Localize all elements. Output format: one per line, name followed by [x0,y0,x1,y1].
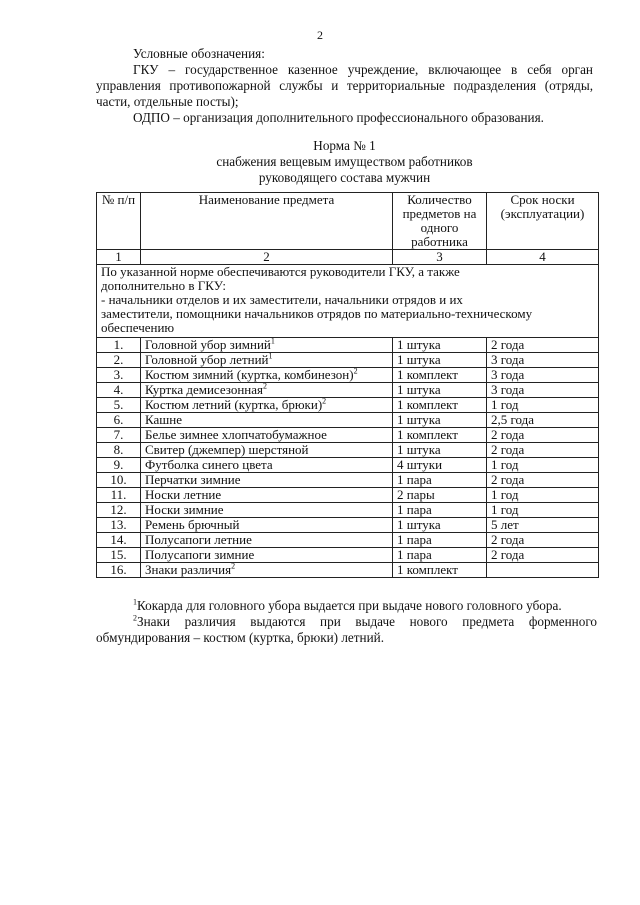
item-quantity: 1 пара [393,473,487,488]
item-wear-term: 3 года [487,353,599,368]
item-wear-term: 3 года [487,368,599,383]
item-wear-term: 2 года [487,533,599,548]
item-name-cell [141,533,393,548]
table-row [97,353,599,368]
item-name-cell [141,473,393,488]
item-name-cell [141,413,393,428]
footnote-text: Кокарда для головного убора выдается при выдаче нового головного убора. [137,598,562,613]
footnote-mark: 2 [133,613,137,623]
item-name-cell [141,338,393,353]
definitions-block [96,46,593,126]
norm-title-line-2: снабжения вещевым имуществом работников [216,154,473,169]
row-number: 8. [97,443,141,458]
item-name-cell [141,398,393,413]
table-note-line: По указанной норме обеспечиваются руководители ГКУ, а также [101,264,460,279]
table-note-line: - начальники отделов и их заместители, начальники отрядов и их [101,292,463,307]
header-item-name: Наименование предмета [141,193,393,250]
definitions-heading: Условные обозначения: [133,46,265,61]
item-wear-term: 1 год [487,503,599,518]
item-name-cell [141,443,393,458]
footnote-ref: 2 [322,396,327,406]
item-quantity: 1 штука [393,383,487,398]
footnote-ref: 1 [268,351,273,361]
item-quantity: 1 комплект [393,368,487,383]
item-wear-term: 2 года [487,473,599,488]
item-quantity: 1 штука [393,518,487,533]
item-quantity: 1 штука [393,443,487,458]
item-name-cell [141,428,393,443]
item-name: Знаки различия [145,562,232,577]
table-row [97,458,599,473]
table-row [97,383,599,398]
item-name-cell [141,458,393,473]
item-name: Костюм зимний (куртка, комбинезон) [145,367,354,382]
item-quantity: 1 пара [393,533,487,548]
table-note-row [97,265,599,338]
table-row [97,428,599,443]
item-wear-term: 2 года [487,338,599,353]
item-name: Куртка демисезонная [145,382,263,397]
norm-title [96,138,593,186]
item-name: Носки летние [145,487,222,502]
item-name: Свитер (джемпер) шерстяной [145,442,309,457]
item-name-cell [141,353,393,368]
table-row [97,488,599,503]
column-number: 3 [393,250,487,265]
table-row [97,338,599,353]
table-row [97,548,599,563]
row-number: 1. [97,338,141,353]
row-number: 10. [97,473,141,488]
table-note-line: дополнительно в ГКУ: [101,278,227,293]
row-number: 4. [97,383,141,398]
item-name: Перчатки зимние [145,472,241,487]
row-number: 14. [97,533,141,548]
item-quantity: 1 комплект [393,428,487,443]
table-row [97,518,599,533]
item-name-cell [141,503,393,518]
column-number: 4 [487,250,599,265]
item-quantity: 1 штука [393,353,487,368]
table-row [97,503,599,518]
norm-title-line-1: Норма № 1 [313,138,376,153]
item-quantity: 1 штука [393,338,487,353]
footnote-ref: 2 [231,561,236,571]
item-name: Костюм летний (куртка, брюки) [145,397,323,412]
item-quantity: 2 пары [393,488,487,503]
item-name: Полусапоги зимние [145,547,255,562]
item-name-cell [141,488,393,503]
item-quantity: 1 штука [393,413,487,428]
table-row [97,533,599,548]
row-number: 12. [97,503,141,518]
row-number: 2. [97,353,141,368]
column-number-row [97,250,599,265]
footnote-text: Знаки различия выдаются при выдаче нового предмета форменного обмундирования – костюм (куртка, брюки) летний. [96,614,597,645]
item-quantity: 1 комплект [393,563,487,578]
item-name-cell [141,368,393,383]
item-wear-term: 2,5 года [487,413,599,428]
item-quantity: 1 пара [393,503,487,518]
footnote-1 [96,598,597,614]
item-wear-term: 1 год [487,458,599,473]
header-number: № п/п [97,193,141,250]
table-header-row [97,193,599,250]
row-number: 5. [97,398,141,413]
norm-table [96,192,599,578]
row-number: 3. [97,368,141,383]
item-name-cell [141,563,393,578]
norm-title-line-3: руководящего состава мужчин [258,170,431,185]
header-wear-term: Срок носки (эксплуатации) [487,193,599,250]
item-name-cell [141,518,393,533]
footnote-mark: 1 [133,597,137,607]
table-row [97,413,599,428]
row-number: 6. [97,413,141,428]
definition-odpo: ОДПО – организация дополнительного профессионального образования. [133,110,544,125]
item-name-cell [141,548,393,563]
table-row [97,473,599,488]
row-number: 15. [97,548,141,563]
table-note-line: обеспечению [101,320,175,335]
item-wear-term: 1 год [487,398,599,413]
table-row [97,563,599,578]
item-wear-term: 2 года [487,428,599,443]
item-wear-term: 1 год [487,488,599,503]
header-quantity: Количество предметов на одного работника [393,193,487,250]
item-wear-term: 2 года [487,548,599,563]
column-number: 2 [141,250,393,265]
item-name-cell [141,383,393,398]
footnote-ref: 2 [263,381,267,391]
item-quantity: 4 штуки [393,458,487,473]
item-name: Головной убор летний [145,352,269,367]
page-number: 2 [317,28,323,42]
item-wear-term: 3 года [487,383,599,398]
item-quantity: 1 пара [393,548,487,563]
row-number: 16. [97,563,141,578]
row-number: 9. [97,458,141,473]
table-row [97,368,599,383]
table-row [97,443,599,458]
item-name: Полусапоги летние [145,532,252,547]
row-number: 13. [97,518,141,533]
item-name: Белье зимнее хлопчатобумажное [145,427,327,442]
item-name: Кашне [145,412,183,427]
item-quantity: 1 комплект [393,398,487,413]
item-wear-term [487,563,599,578]
footnote-2 [96,614,597,646]
item-name: Головной убор зимний [145,337,271,352]
column-number: 1 [97,250,141,265]
definition-gku: ГКУ – государственное казенное учреждение, включающее в себя орган управления противопожарной службы и территориальные подразделения (отряды, части, отдельные посты); [96,62,593,109]
table-note [97,265,599,338]
item-wear-term: 5 лет [487,518,599,533]
item-name: Носки зимние [145,502,224,517]
table-note-line: заместители, помощники начальников отрядов по материально-техническому [101,306,533,321]
row-number: 7. [97,428,141,443]
item-name: Футболка синего цвета [145,457,273,472]
footnote-ref: 1 [270,336,275,346]
item-name: Ремень брючный [145,517,240,532]
table-row [97,398,599,413]
footnotes [96,598,597,646]
row-number: 11. [97,488,141,503]
footnote-ref: 2 [353,366,358,376]
item-wear-term: 2 года [487,443,599,458]
